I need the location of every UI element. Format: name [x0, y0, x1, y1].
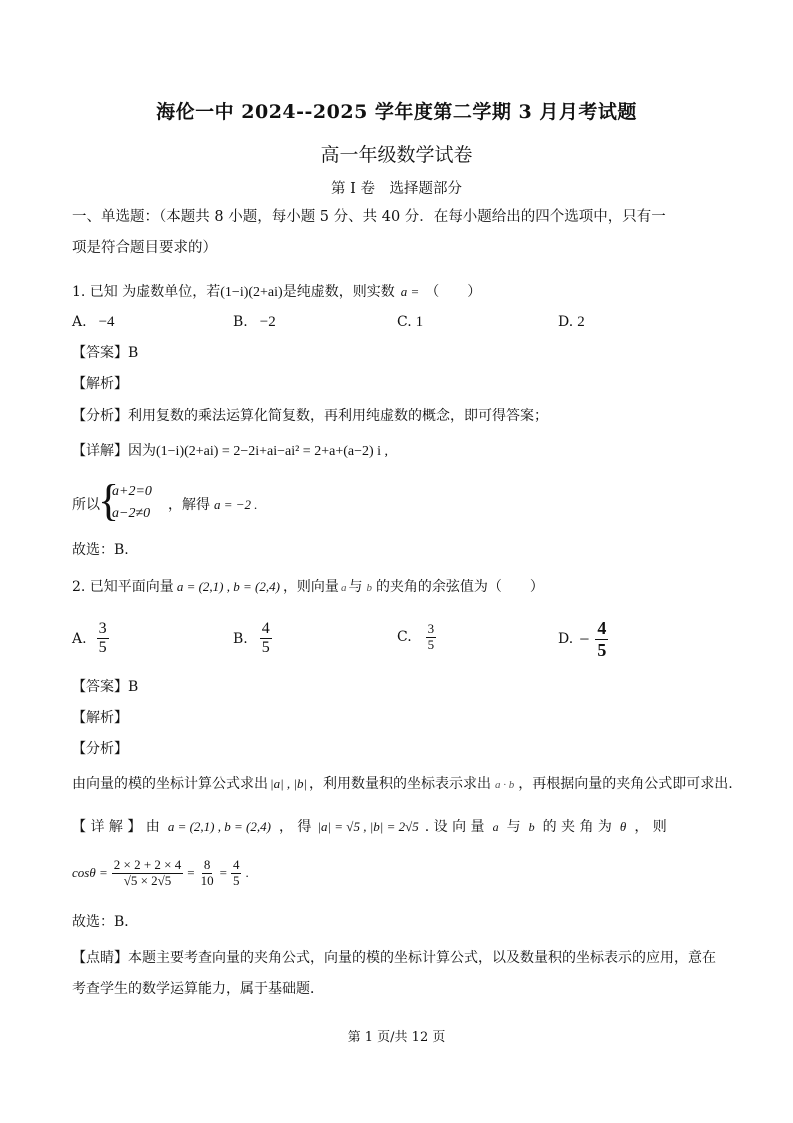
document-subtitle: 高一年级数学试卷: [320, 144, 473, 166]
q1-option-a: A. −4: [72, 314, 115, 330]
q2-answer: 【答案】B: [72, 679, 139, 695]
document-title: 海伦一中 2024--2025 学年度第二学期 3 月月考试题: [156, 101, 637, 123]
q2-option-d: D. − $\frac{4}{5}$: [558, 618, 607, 660]
q2-fenxi-label: 【分析】: [72, 741, 128, 757]
q1-option-b: B. −2: [233, 314, 276, 330]
q1-option-c: C. 1: [397, 314, 424, 330]
question-1-stem: 1. 已知 为虚数单位，若(1−i)(2+ai)是纯虚数，则实数 a = （ ）: [72, 284, 482, 300]
q2-analysis-label: 【解析】: [72, 710, 128, 726]
q1-answer: 【答案】B: [72, 345, 139, 361]
q2-dianjing-line-2: 考查学生的数学运算能力，属于基础题．: [72, 981, 324, 997]
section-heading: 第 I 卷 选择题部分: [331, 181, 462, 197]
part-heading-line-2: 项是符合题目要求的）: [72, 240, 217, 256]
q2-option-a: A. $\frac{3}{5}$: [72, 620, 107, 657]
question-2-stem: 2. 已知平面向量 a = (2,1) , b = (2,4) ，则向量 a 与 b 的夹角的余弦值为（ ）: [72, 579, 544, 595]
q1-system-eq-1: a+2=0: [112, 484, 152, 499]
q1-option-d: D. 2: [558, 314, 585, 330]
page-footer: 第 1 页/共 12 页: [347, 1030, 446, 1045]
q2-cos-formula: cosθ = $\frac{2 \times 2 + 2 \times 4}{√5 \times 2√5}$ = $\frac{8}{10}$ = $\frac{4}{5}$ .: [72, 857, 249, 888]
q2-fenxi: 由向量的模的坐标计算公式求出 |a| , |b| ，利用数量积的坐标表示求出 a · b ，再根据向量的夹角公式即可求出.: [72, 776, 733, 792]
q1-solve: ，解得 a = −2 .: [168, 497, 258, 513]
part-heading-line-1: 一、单选题：（本题共 8 小题，每小题 5 分、共 40 分．在每小题给出的四个选项中，只有一: [72, 209, 666, 225]
q1-so-label: 所以: [72, 497, 100, 513]
system-brace: {: [98, 476, 120, 525]
q1-analysis-label: 【解析】: [72, 376, 128, 392]
q1-fenxi: 【分析】利用复数的乘法运算化简复数，再利用纯虚数的概念，即可得答案；: [72, 408, 548, 424]
q2-conclusion: 故选：B．: [72, 914, 139, 930]
q2-detail: 【 详 解 】 由 a = (2,1) , b = (2,4) ， 得 |a| = √5 , |b| = 2√5 . 设 向 量 a 与 b 的 夹 角 为 θ ， 则: [72, 819, 667, 835]
q1-conclusion: 故选：B.: [72, 542, 129, 558]
q1-detail: 【详解】因为(1−i)(2+ai) = 2−2i+ai−ai² = 2+a+(a−2) i ,: [72, 443, 389, 459]
q2-option-c: C. $\frac{3}{5}$: [397, 621, 435, 652]
q2-dianjing-line-1: 【点睛】本题主要考查向量的夹角公式，向量的模的坐标计算公式，以及数量积的坐标表示的应用，意在: [72, 950, 716, 966]
q2-option-b: B. $\frac{4}{5}$: [233, 620, 270, 657]
q1-system-eq-2: a−2≠0: [112, 506, 151, 521]
